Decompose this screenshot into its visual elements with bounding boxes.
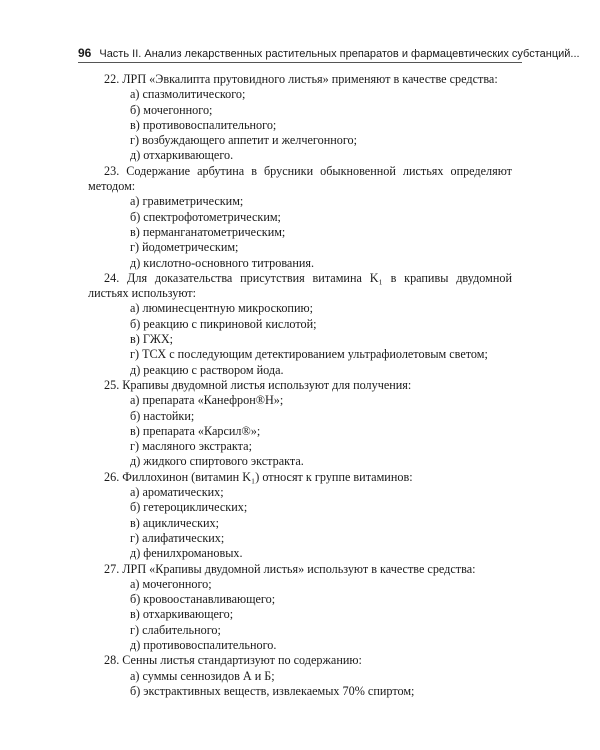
- option: д) фенилхромановых.: [130, 546, 243, 561]
- option: а) мочегонного;: [130, 576, 212, 591]
- question-22: 22. ЛРП «Эвкалипта прутовидного листья» применяют в качестве средства:: [104, 72, 498, 86]
- option: б) мочегонного;: [130, 102, 213, 117]
- page-number: 96: [78, 46, 92, 60]
- option: в) перманганатометрическим;: [130, 224, 286, 239]
- option: д) отхаркивающего.: [130, 148, 234, 163]
- running-title: Часть II. Анализ лекарственных растительных препаратов и фармацевтических субстанций...: [99, 48, 580, 60]
- question-list: [88, 72, 512, 699]
- option: г) алифатических;: [130, 530, 225, 545]
- option: б) гетероциклических;: [130, 500, 248, 515]
- question-28: 28. Сенны листья стандартизуют по содержанию:: [104, 653, 362, 668]
- option: г) масляного экстракта;: [130, 439, 252, 454]
- option: д) противовоспалительного.: [130, 637, 277, 652]
- option: д) жидкого спиртового экстракта.: [130, 454, 304, 469]
- option: в) отхаркивающего;: [130, 607, 234, 622]
- option: а) препарата «Канефрон®Н»;: [130, 393, 284, 408]
- option: г) возбуждающего аппетит и желчегонного;: [130, 133, 358, 148]
- question-27: 27. ЛРП «Крапивы двудомной листья» используют в качестве средства:: [104, 561, 476, 576]
- option: а) гравиметрическим;: [130, 194, 244, 209]
- option: г) йодометрическим;: [130, 240, 239, 255]
- option: в) противовоспалительного;: [130, 117, 277, 132]
- option: б) экстрактивных веществ, извлекаемых 70% спиртом;: [130, 683, 415, 698]
- question-24: 24. Для доказательства присутствия витамина K₁ в крапивы двудомной листьях используют:: [88, 270, 512, 301]
- option: б) спектрофотометрическим;: [130, 209, 281, 224]
- header-divider: [78, 62, 522, 63]
- question-23: 23. Содержание арбутина в брусники обыкновенной листьях определяют методом:: [88, 163, 512, 194]
- option: б) кровоостанавливающего;: [130, 592, 276, 607]
- question-26: 26. Филлохинон (витамин K₁) относят к группе витаминов:: [104, 469, 413, 484]
- option: б) настойки;: [130, 408, 195, 423]
- option: г) ТСХ с последующим детектированием ультрафиолетовым светом;: [130, 347, 488, 362]
- option: д) кислотно-основного титрования.: [130, 255, 315, 270]
- option: д) реакцию с раствором йода.: [130, 362, 284, 377]
- question-25: 25. Крапивы двудомной листья используют для получения:: [104, 377, 412, 392]
- option: в) ГЖХ;: [130, 332, 174, 347]
- running-header: [78, 46, 580, 60]
- option: а) ароматических;: [130, 485, 224, 500]
- option: а) люминесцентную микроскопию;: [130, 301, 313, 316]
- option: б) реакцию с пикриновой кислотой;: [130, 316, 317, 331]
- option: в) ациклических;: [130, 515, 220, 530]
- option: в) препарата «Карсил®»;: [130, 423, 261, 438]
- option: г) слабительного;: [130, 622, 221, 637]
- option: а) спазмолитического;: [130, 87, 246, 102]
- option: а) суммы сеннозидов А и Б;: [130, 668, 275, 683]
